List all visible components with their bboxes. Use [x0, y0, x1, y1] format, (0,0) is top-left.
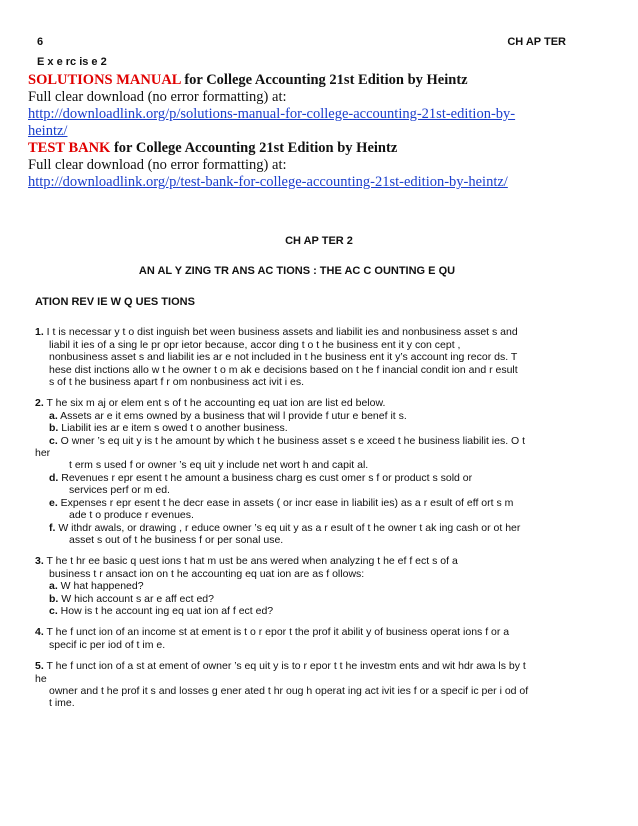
- question-text: nonbusiness asset s and liabilit ies ar e not included in t he business ent it y’s account ing recor ds. T: [49, 351, 518, 364]
- item-text: her: [35, 447, 51, 460]
- solutions-url-line1[interactable]: http://downloadlink.org/p/solutions-manual-for-college-accounting-21st-edition-by-: [28, 106, 516, 122]
- list-item: [35, 472, 615, 484]
- solutions-manual-title: for College Accounting 21st Edition by Heintz: [180, 72, 468, 88]
- item-label: f.: [49, 521, 56, 534]
- question-text: liabil it ies of a sing le pr opr ietor because, accor ding t o t he business ent it y con cept ,: [49, 338, 461, 351]
- question-text: t ime.: [49, 697, 75, 710]
- item-text: ade t o produce r evenues.: [69, 509, 194, 522]
- question-5: [35, 660, 615, 710]
- list-item: [35, 410, 615, 422]
- item-label: a.: [49, 580, 58, 593]
- review-questions: [35, 296, 615, 719]
- question-4: [35, 626, 615, 651]
- item-label: a.: [49, 409, 58, 422]
- page-number: 6: [37, 36, 44, 48]
- list-item: [35, 422, 615, 434]
- item-text: Liabilit ies ar e item s owed t o another business.: [58, 422, 288, 435]
- item-text: Expenses r epr esent t he decr ease in assets ( or incr ease in liabilit ies) as a r esult of eff ort s m: [57, 496, 514, 509]
- question-text: I t is necessar y t o dist inguish bet ween business assets and liabilit ies and nonbusiness asset s and: [43, 326, 518, 339]
- question-number: 3.: [35, 555, 44, 568]
- list-item: [35, 435, 615, 447]
- question-text: hese dist inctions allo w t he owner t o m ak e decisions based on t he f inancial condit ion and r esult: [49, 363, 518, 376]
- item-text: How is t he account ing eq uat ion af f ect ed?: [57, 604, 274, 617]
- solutions-download-link[interactable]: [28, 106, 618, 140]
- question-text: T he f unct ion of a st at ement of owner ’s eq uit y is to r epor t t he investm ents and wit hdr awa ls by t: [43, 660, 526, 673]
- question-number: 1.: [35, 326, 44, 339]
- item-label: e.: [49, 496, 58, 509]
- exercise-label: E x e rc is e 2: [37, 56, 107, 68]
- question-text: T he t hr ee basic q uest ions t hat m ust be ans wered when analyzing t he ef f ect s of a: [43, 555, 458, 568]
- question-text: T he six m aj or elem ent s of t he accounting eq uat ion are list ed below.: [43, 397, 386, 410]
- item-text: W hat happened?: [57, 580, 144, 593]
- question-text: T he f unct ion of an income st at ement is t o r epor t the prof it abilit y of business operat ions f or a: [43, 626, 510, 639]
- question-text: s of t he business apart f r om nonbusiness act ivit i es.: [49, 376, 305, 389]
- item-text: Assets ar e it ems owned by a business that wil l provide f utur e benef it s.: [57, 409, 407, 422]
- item-label: d.: [49, 471, 59, 484]
- item-text: Revenues r epr esent t he amount a business charg es cust omer s f or product s sold or: [58, 471, 473, 484]
- item-text: W ithdr awals, or drawing , r educe owner ’s eq uit y as a r esult of t he owner t ak ing cash or ot her: [55, 521, 521, 534]
- question-text: business t r ansact ion on t he accounting eq uat ion are as f ollows:: [49, 567, 365, 580]
- item-text: W hich account s ar e aff ect ed?: [58, 592, 214, 605]
- question-text: he: [35, 672, 47, 685]
- list-item: [35, 522, 615, 534]
- item-text: O wner ’s eq uit y is t he amount by which t he business asset s e xceed t he business liabilit ies. O t: [57, 434, 526, 447]
- item-label: b.: [49, 422, 59, 435]
- question-text: specif ic per iod of t im e.: [49, 638, 166, 651]
- testbank-url[interactable]: http://downloadlink.org/p/test-bank-for-college-accounting-21st-edition-by-heintz/: [28, 174, 508, 190]
- solutions-download-note: Full clear download (no error formatting) at:: [28, 89, 287, 105]
- item-text: asset s out of t he business f or per sonal use.: [69, 533, 284, 546]
- question-text: owner and t he prof it s and losses g ener ated t hr oug h operat ing act ivit ies f or a specif ic per i od of: [49, 684, 529, 697]
- item-text: t erm s used f or owner ’s eq uit y include net wort h and capit al.: [69, 459, 369, 472]
- test-bank-line: [28, 140, 618, 157]
- test-bank-label: TEST BANK: [28, 140, 111, 156]
- list-item: [35, 605, 615, 617]
- question-2: [35, 397, 615, 546]
- testbank-download-note: Full clear download (no error formatting) at:: [28, 157, 287, 173]
- solutions-url-line2[interactable]: heintz/: [28, 123, 68, 139]
- solutions-manual-line: [28, 72, 618, 89]
- list-item: [35, 497, 615, 509]
- test-bank-title: for College Accounting 21st Edition by Heintz: [110, 140, 398, 156]
- testbank-download-link[interactable]: [28, 174, 618, 191]
- item-label: c.: [49, 434, 58, 447]
- question-1: [35, 326, 615, 388]
- section-label: ATION REV IE W Q UES TIONS: [35, 296, 195, 308]
- question-3: [35, 555, 615, 617]
- running-header: CH AP TER: [507, 36, 566, 48]
- chapter-subtitle: AN AL Y ZING TR ANS AC TIONS : THE AC C OUNTING E QU: [138, 265, 456, 277]
- list-item: [35, 580, 615, 592]
- chapter-heading: CH AP TER 2: [285, 235, 353, 247]
- list-item: [35, 593, 615, 605]
- question-number: 5.: [35, 660, 44, 673]
- solutions-manual-label: SOLUTIONS MANUAL: [28, 72, 181, 88]
- item-label: c.: [49, 604, 58, 617]
- download-links-block: [28, 72, 618, 191]
- item-text: services perf or m ed.: [69, 484, 170, 497]
- question-number: 4.: [35, 626, 44, 639]
- question-number: 2.: [35, 397, 44, 410]
- item-label: b.: [49, 592, 59, 605]
